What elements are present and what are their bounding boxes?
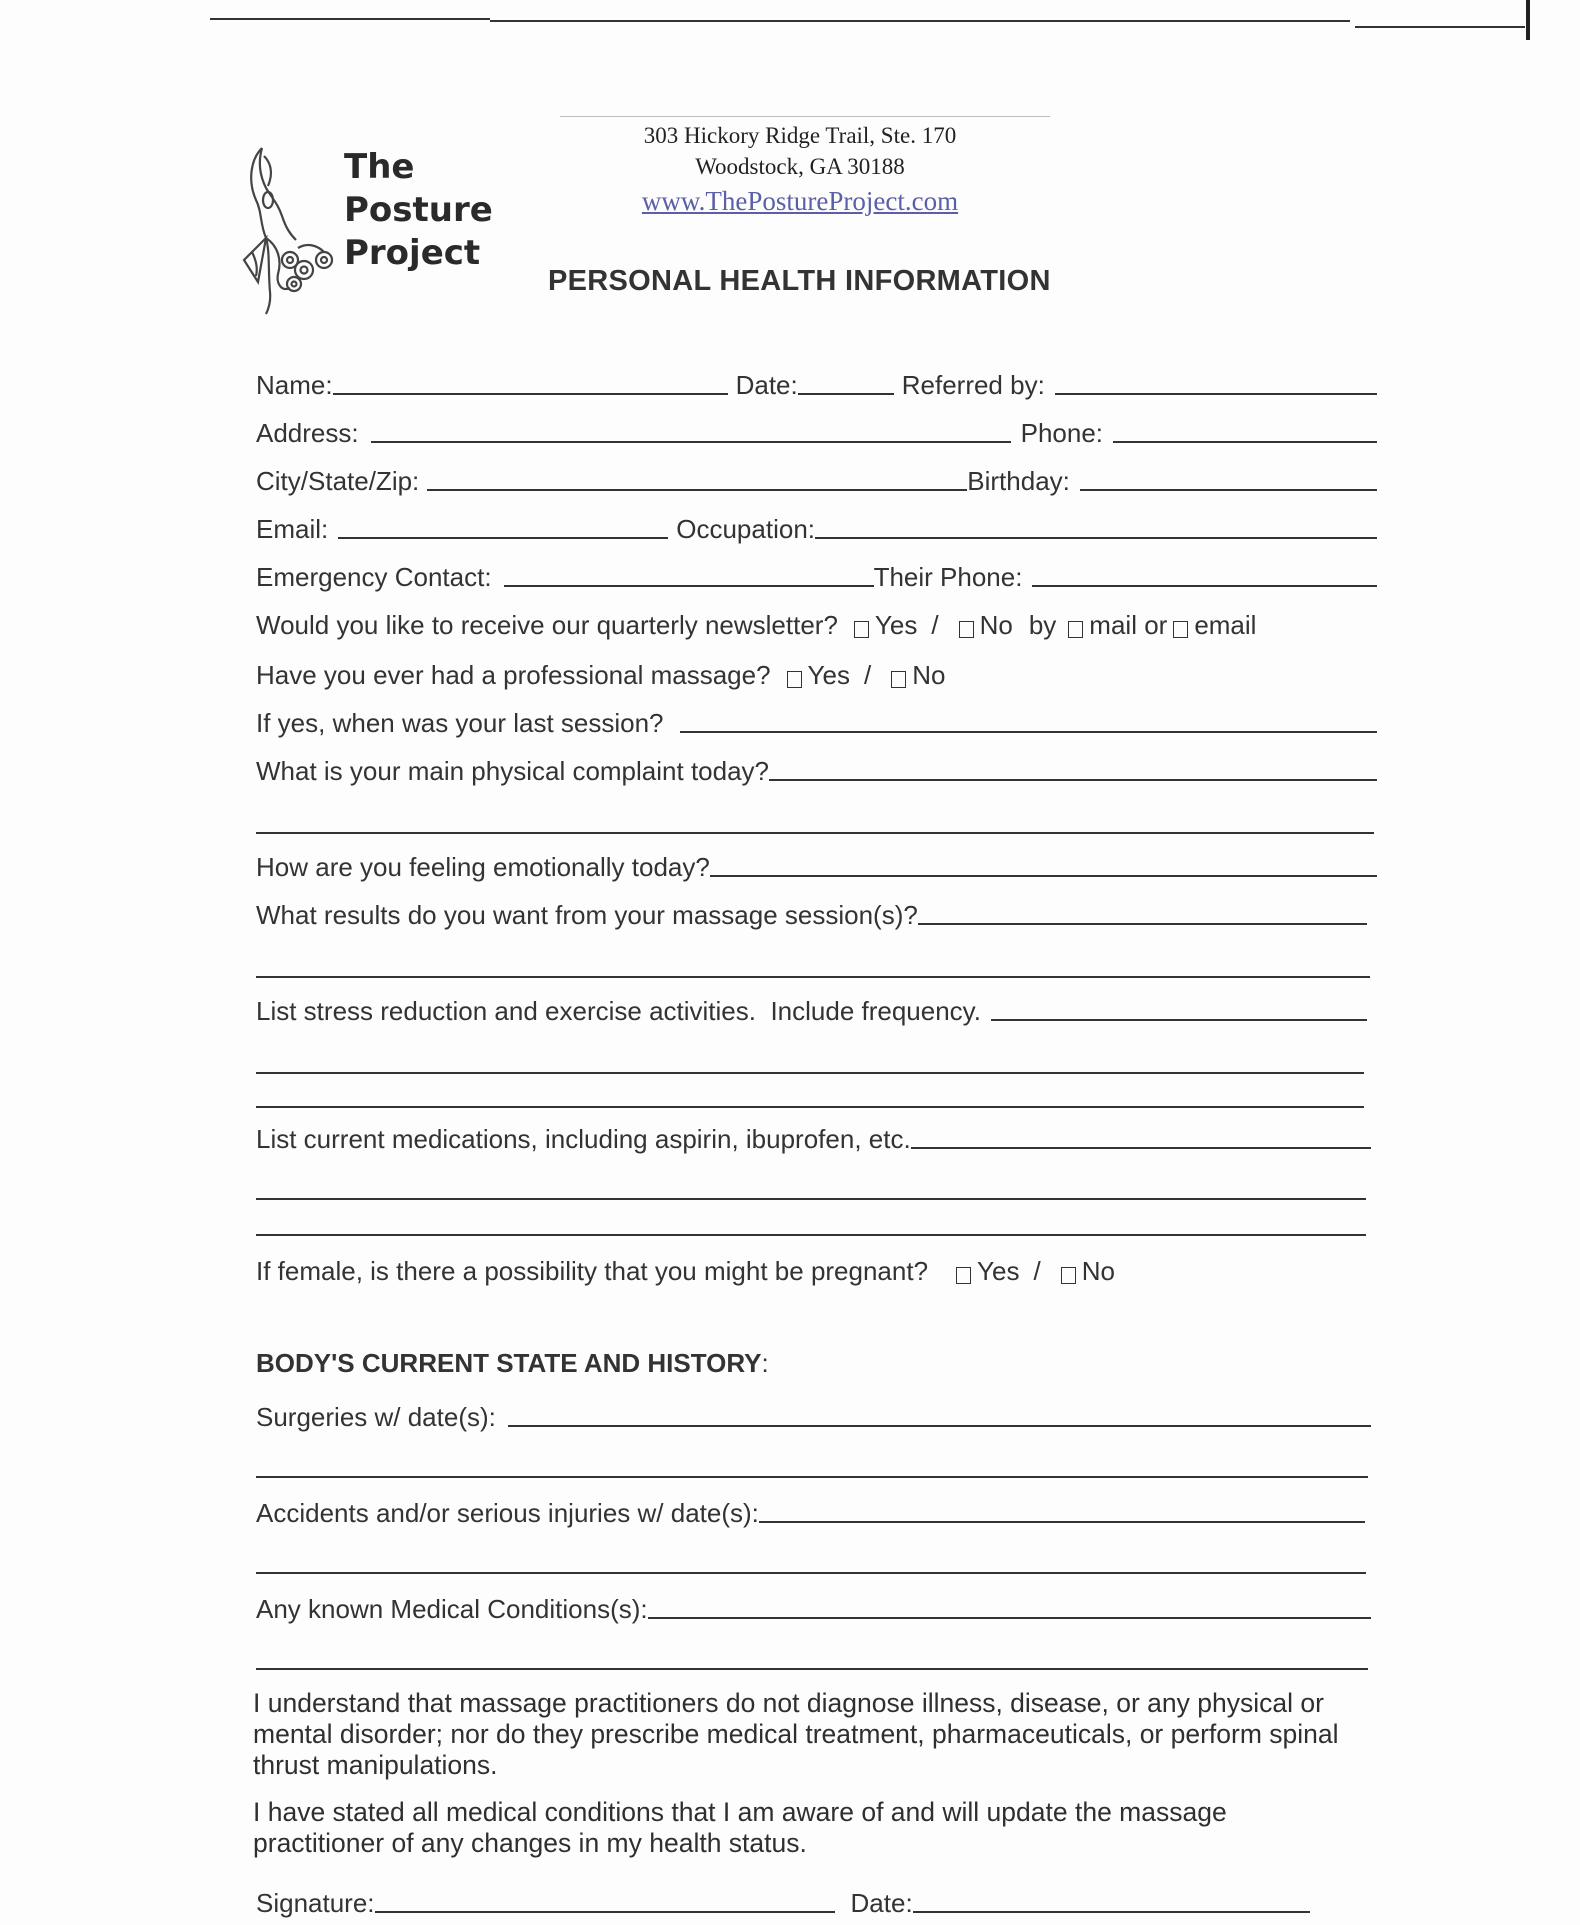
newsletter-mail-checkbox[interactable] bbox=[1068, 621, 1083, 638]
accidents-label: Accidents and/or serious injuries w/ date(s): bbox=[256, 1498, 759, 1528]
newsletter-yes-label: Yes bbox=[874, 610, 918, 640]
newsletter-yes-checkbox[interactable] bbox=[854, 621, 869, 638]
newsletter-row bbox=[256, 600, 1377, 640]
scan-edge-line bbox=[1526, 0, 1530, 40]
surgeries-extra-line[interactable] bbox=[256, 1476, 1368, 1478]
address-rule bbox=[560, 116, 1050, 117]
city-address: Woodstock, GA 30188 bbox=[695, 154, 905, 179]
emergency-row bbox=[256, 552, 1377, 592]
acknowledgement-paragraph: I have stated all medical conditions that I am aware of and will update the massage practitioner of any changes in my health status. bbox=[253, 1797, 1227, 1858]
conditions-row bbox=[256, 1584, 1377, 1624]
history-heading-colon: : bbox=[761, 1348, 769, 1378]
massage-yes-label: Yes bbox=[807, 660, 850, 690]
email-field[interactable] bbox=[338, 537, 668, 539]
medications-extra-line[interactable] bbox=[256, 1234, 1366, 1236]
date-field[interactable] bbox=[798, 393, 894, 395]
phone-label: Phone: bbox=[1020, 418, 1104, 448]
signature-field[interactable] bbox=[375, 1911, 835, 1913]
newsletter-slash: / bbox=[931, 610, 939, 640]
signature-label: Signature: bbox=[256, 1888, 375, 1918]
address-row bbox=[256, 408, 1377, 448]
emergency-contact-label: Emergency Contact: bbox=[256, 562, 492, 592]
disclaimer-paragraph: I understand that massage practitioners do not diagnose illness, disease, or any physical or mental disorder; nor do they prescribe medical treatment, pharmaceuticals, or perform spinal thrust manipulations. bbox=[253, 1688, 1339, 1780]
scan-edge-line bbox=[210, 18, 490, 20]
emotional-label: How are you feeling emotionally today? bbox=[256, 852, 710, 882]
newsletter-question: Would you like to receive our quarterly newsletter? bbox=[256, 610, 838, 640]
referred-by-label: Referred by: bbox=[901, 370, 1045, 400]
medications-label: List current medications, including aspirin, ibuprofen, etc. bbox=[256, 1124, 911, 1154]
phone-field[interactable] bbox=[1113, 441, 1377, 443]
pregnant-no-label: No bbox=[1081, 1256, 1115, 1286]
accidents-row bbox=[256, 1488, 1377, 1528]
page-title: PERSONAL HEALTH INFORMATION bbox=[548, 265, 1051, 297]
pregnant-no-checkbox[interactable] bbox=[1061, 1267, 1076, 1284]
medications-extra-line[interactable] bbox=[256, 1198, 1366, 1200]
referred-by-field[interactable] bbox=[1055, 393, 1377, 395]
last-session-field[interactable] bbox=[680, 731, 1377, 733]
massage-slash: / bbox=[863, 660, 872, 690]
city-state-zip-label: City/State/Zip: bbox=[256, 466, 420, 496]
email-label: Email: bbox=[256, 514, 329, 544]
website-link[interactable]: www.ThePostureProject.com bbox=[641, 186, 959, 216]
pregnant-row bbox=[256, 1246, 1377, 1286]
emotional-row bbox=[256, 842, 1377, 882]
occupation-label: Occupation: bbox=[676, 514, 815, 544]
city-row bbox=[256, 456, 1377, 496]
birthday-label: Birthday: bbox=[967, 466, 1070, 496]
complaint-row bbox=[256, 746, 1377, 786]
complaint-extra-line[interactable] bbox=[256, 832, 1374, 834]
results-field[interactable] bbox=[918, 923, 1367, 925]
city-state-zip-field[interactable] bbox=[427, 489, 967, 491]
signature-date-label: Date: bbox=[850, 1888, 913, 1918]
massage-no-label: No bbox=[912, 660, 946, 690]
conditions-extra-line[interactable] bbox=[256, 1668, 1368, 1670]
conditions-label: Any known Medical Conditions(s): bbox=[256, 1594, 648, 1624]
newsletter-email-checkbox[interactable] bbox=[1173, 621, 1188, 638]
massage-row bbox=[256, 650, 1377, 690]
birthday-field[interactable] bbox=[1080, 489, 1377, 491]
date-label: Date: bbox=[735, 370, 798, 400]
logo bbox=[238, 142, 498, 317]
email-row bbox=[256, 504, 1377, 544]
massage-question: Have you ever had a professional massage? bbox=[256, 660, 771, 690]
address-label: Address: bbox=[256, 418, 359, 448]
newsletter-by-label: by bbox=[1028, 610, 1057, 640]
logo-line: Posture bbox=[344, 190, 493, 230]
surgeries-label: Surgeries w/ date(s): bbox=[256, 1402, 496, 1432]
emergency-contact-field[interactable] bbox=[504, 585, 874, 587]
address-block bbox=[560, 120, 1040, 220]
name-label: Name: bbox=[256, 370, 333, 400]
newsletter-no-checkbox[interactable] bbox=[959, 621, 974, 638]
pregnant-slash: / bbox=[1033, 1256, 1041, 1286]
surgeries-row bbox=[256, 1392, 1377, 1432]
emotional-field[interactable] bbox=[710, 875, 1377, 877]
stress-extra-line[interactable] bbox=[256, 1072, 1364, 1074]
signature-row bbox=[256, 1878, 1310, 1918]
complaint-label: What is your main physical complaint today? bbox=[256, 756, 770, 786]
medications-field[interactable] bbox=[911, 1147, 1371, 1149]
history-heading bbox=[256, 1348, 769, 1379]
medications-row bbox=[256, 1114, 1377, 1154]
history-heading-text: BODY'S CURRENT STATE AND HISTORY bbox=[256, 1348, 762, 1378]
name-field[interactable] bbox=[333, 393, 728, 395]
massage-no-checkbox[interactable] bbox=[891, 671, 906, 688]
scan-edge-line bbox=[1355, 26, 1525, 28]
stress-extra-line[interactable] bbox=[256, 1106, 1364, 1108]
dancer-logo-icon bbox=[238, 142, 348, 317]
logo-text bbox=[344, 146, 493, 275]
pregnant-yes-checkbox[interactable] bbox=[956, 1267, 971, 1284]
pregnant-yes-label: Yes bbox=[977, 1256, 1020, 1286]
signature-date-field[interactable] bbox=[913, 1911, 1310, 1913]
surgeries-field[interactable] bbox=[508, 1425, 1371, 1427]
street-address: 303 Hickory Ridge Trail, Ste. 170 bbox=[643, 123, 957, 148]
scan-edge-line bbox=[490, 20, 1350, 22]
last-session-label: If yes, when was your last session? bbox=[256, 708, 664, 738]
stress-field[interactable] bbox=[991, 1019, 1367, 1021]
accidents-field[interactable] bbox=[759, 1521, 1365, 1523]
conditions-field[interactable] bbox=[648, 1617, 1371, 1619]
address-field[interactable] bbox=[371, 441, 1011, 443]
newsletter-email-label: email bbox=[1194, 610, 1257, 640]
stress-label: List stress reduction and exercise activities. Include frequency. bbox=[256, 996, 981, 1026]
their-phone-label: Their Phone: bbox=[873, 562, 1023, 592]
newsletter-mail-label: mail or bbox=[1089, 610, 1168, 640]
stress-row bbox=[256, 986, 1377, 1026]
accidents-extra-line[interactable] bbox=[256, 1572, 1366, 1574]
last-session-row bbox=[256, 698, 1377, 738]
massage-yes-checkbox[interactable] bbox=[787, 671, 802, 688]
occupation-field[interactable] bbox=[815, 537, 1377, 539]
results-extra-line[interactable] bbox=[256, 976, 1370, 978]
logo-line: Project bbox=[344, 233, 481, 273]
results-row bbox=[256, 890, 1377, 930]
logo-line: The bbox=[344, 147, 415, 187]
results-label: What results do you want from your massage session(s)? bbox=[256, 900, 918, 930]
pregnant-question: If female, is there a possibility that you might be pregnant? bbox=[256, 1256, 929, 1286]
newsletter-no-label: No bbox=[979, 610, 1013, 640]
their-phone-field[interactable] bbox=[1032, 585, 1377, 587]
complaint-field[interactable] bbox=[769, 779, 1377, 781]
name-row bbox=[256, 360, 1377, 400]
